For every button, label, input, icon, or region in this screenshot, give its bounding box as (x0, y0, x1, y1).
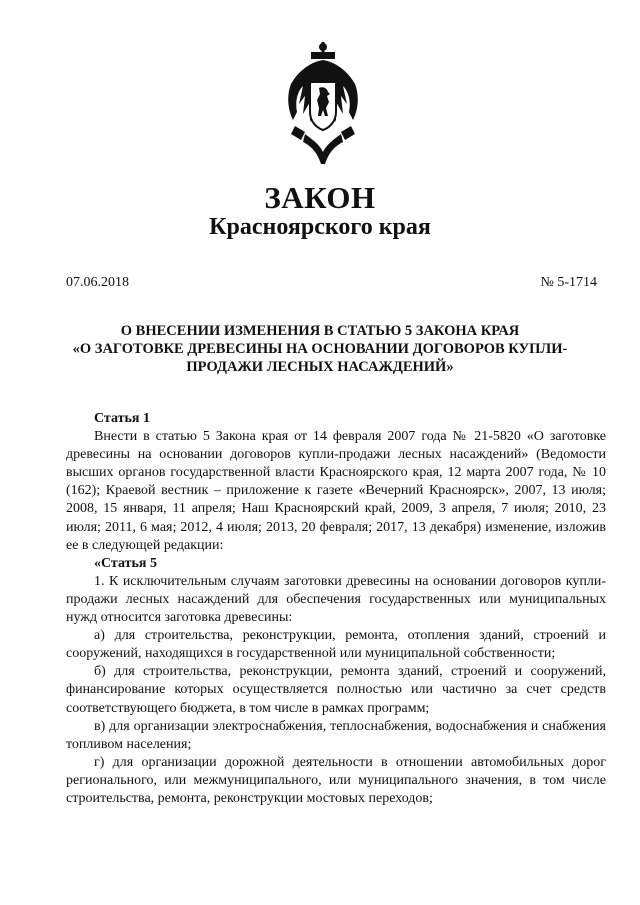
ribbon-icon (303, 134, 343, 164)
coat-of-arms-emblem (283, 42, 363, 170)
article-5-title: «Статья 5 (94, 555, 157, 571)
document-date: 07.06.2018 (66, 275, 129, 290)
law-heading (40, 322, 600, 376)
heading-line: ПРОДАЖИ ЛЕСНЫХ НАСАЖДЕНИЙ» (186, 359, 454, 375)
list-item-v: в) для организации электроснабжения, теплоснабжения, водоснабжения и снабжения топливом населения; (66, 718, 606, 752)
document-subtitle: Красноярского края (209, 214, 431, 240)
article-1-text: Внести в статью 5 Закона края от 14 февраля 2007 года № 21-5820 «О заготовке древесины на основании договоров купли-продажи лесных насаждений» (Ведомости высших органов государственной власти Красноярского края, 12 марта 2007 года, № 10 (162); Краевой вестник – приложение к газете «Вечерний Красноярск», 2007, 13 июля; 2008, 15 января, 11 апреля; Наш Красноярский край, 2009, 3 апреля, 7 июля; 2010, 23 июля; 2011, 6 мая; 2012, 4 июля; 2013, 20 февраля; 2017, 13 декабря) изменение, изложив ее в следующей редакции: (66, 429, 606, 553)
crown-icon (311, 42, 335, 59)
paragraph-1: 1. К исключительным случаям заготовки древесины на основании договоров купли-продажи лесных насаждений для обеспечения государственных или муниципальных нужд относится заготовка древесины: (66, 573, 606, 626)
document-title: ЗАКОН (264, 180, 376, 215)
document-body (66, 410, 606, 808)
list-item-g: г) для организации дорожной деятельности в отношении автомобильных дорог регионального, или межмуниципального, или муниципального значения, в том числе строительства, ремонта, реконструкции мостовых переходов; (66, 754, 606, 806)
list-item-a: а) для строительства, реконструкции, ремонта, отопления зданий, строений и сооружений, находящихся в государственной или муниципальной собственности; (66, 628, 606, 662)
heading-line: «О ЗАГОТОВКЕ ДРЕВЕСИНЫ НА ОСНОВАНИИ ДОГОВОРОВ КУПЛИ- (72, 341, 568, 357)
article-1-title: Статья 1 (94, 411, 150, 426)
list-item-b: б) для строительства, реконструкции, ремонта зданий, строений и сооружений, финансирование которых осуществляется полностью или частично за счет средств соответствующего бюджета, в том числе в рамках программ; (66, 664, 606, 716)
heading-line: О ВНЕСЕНИИ ИЗМЕНЕНИЯ В СТАТЬЮ 5 ЗАКОНА КРАЯ (120, 323, 520, 339)
document-number: № 5-1714 (540, 275, 597, 290)
